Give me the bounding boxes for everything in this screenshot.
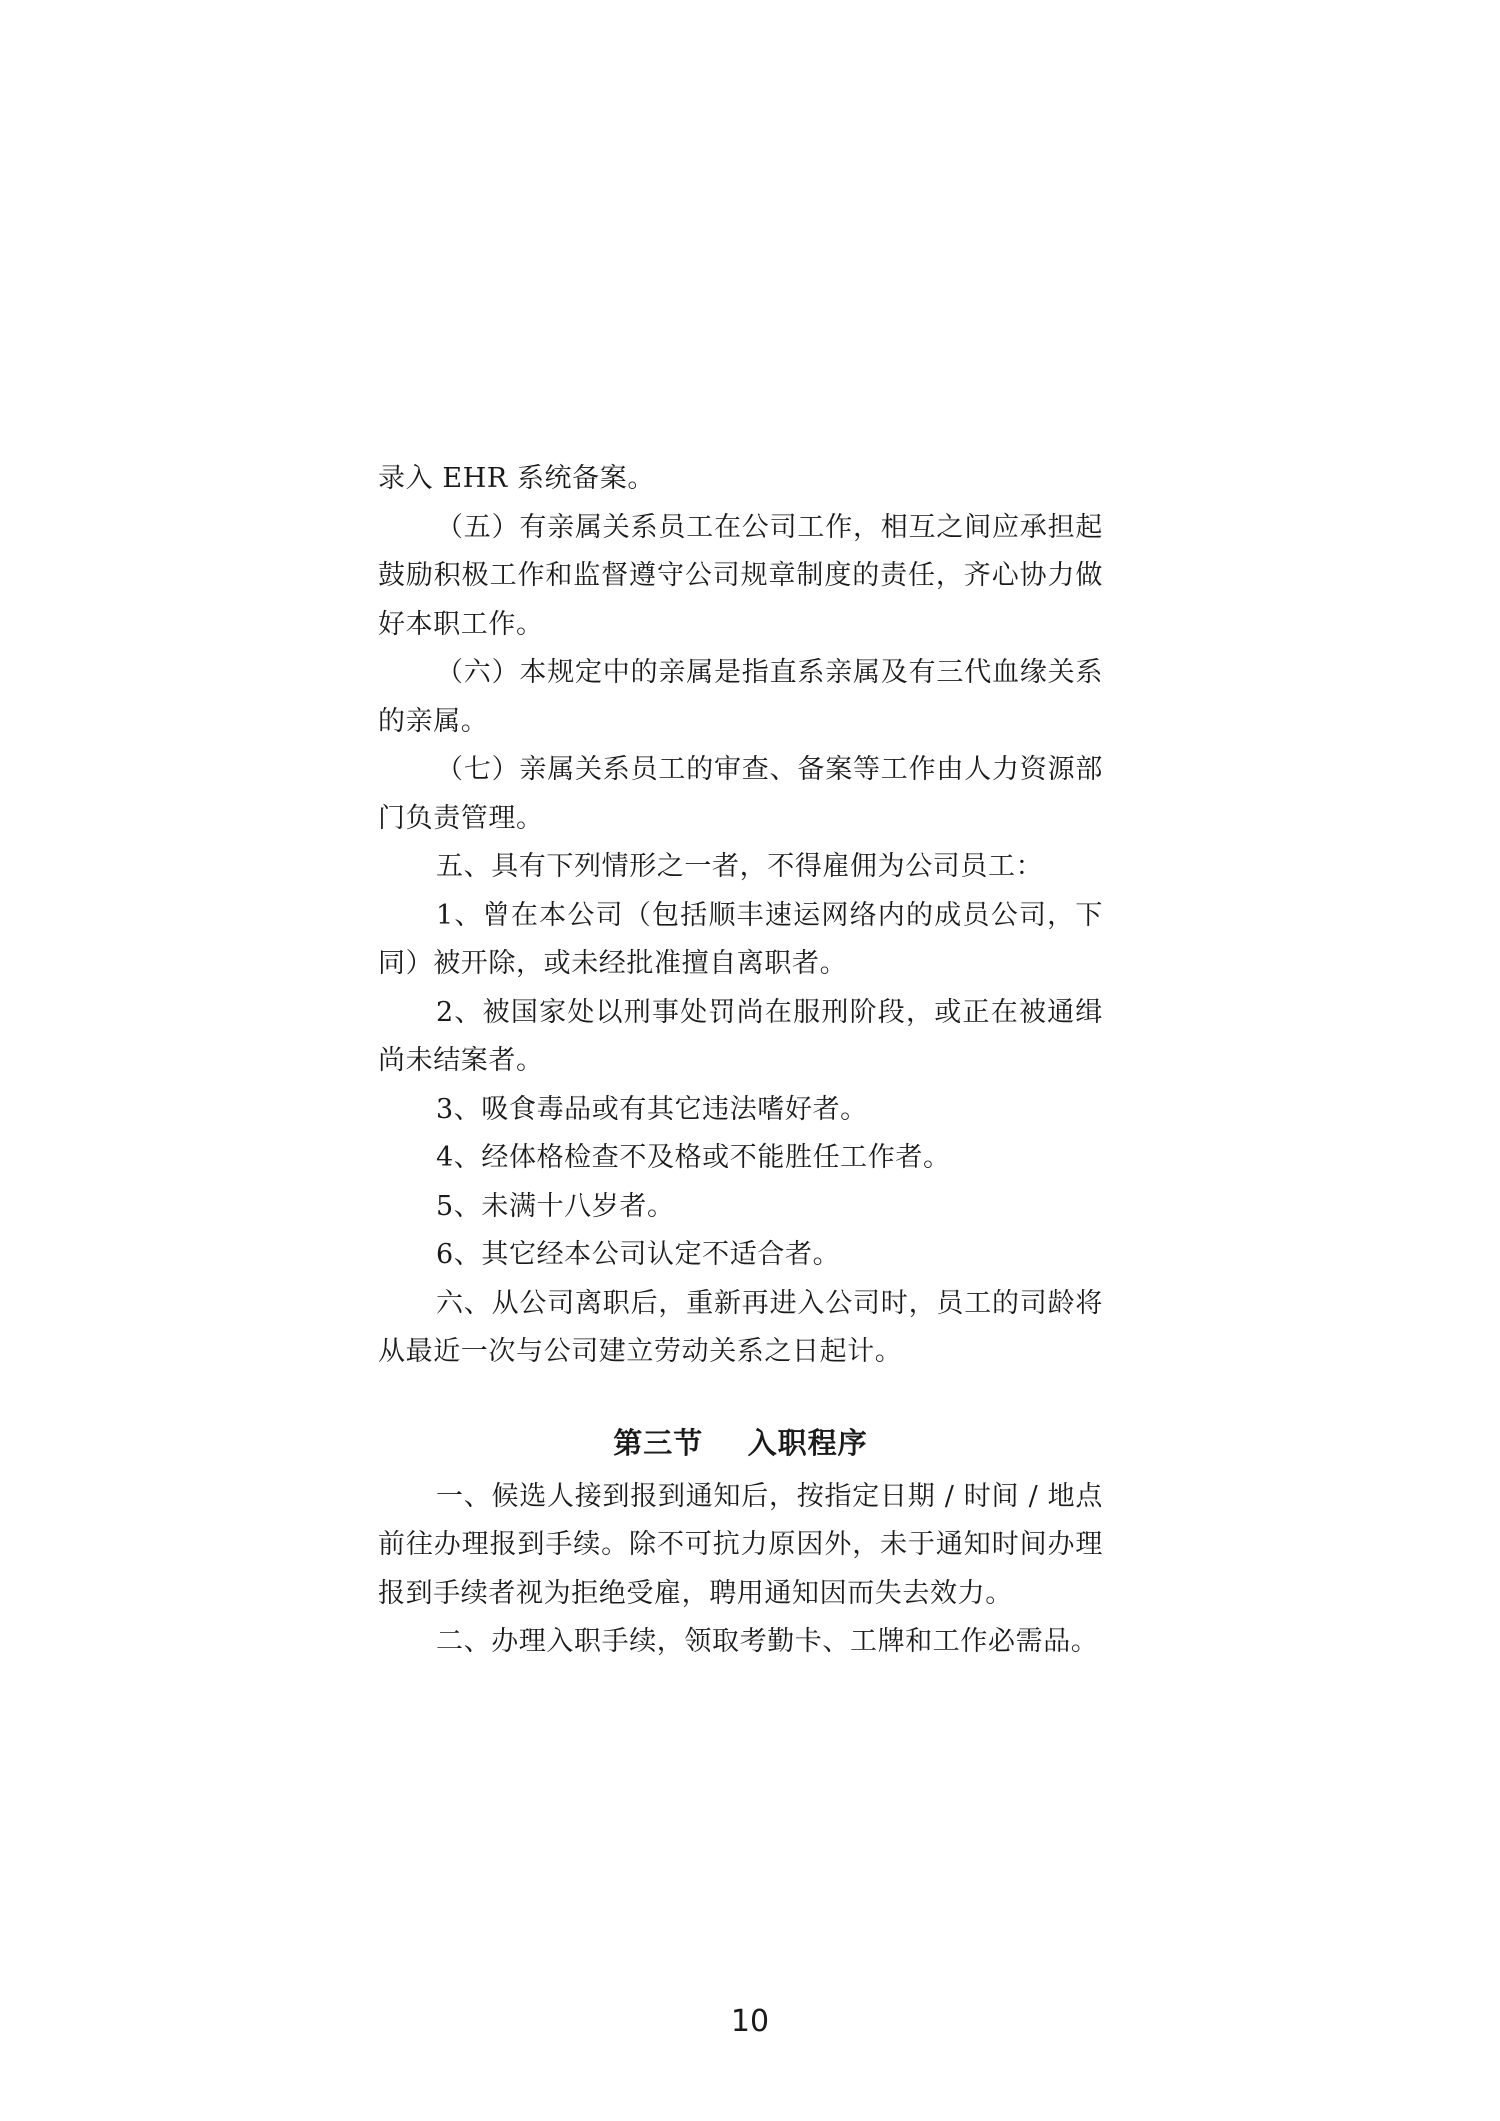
list-item-4: 4、经体格检查不及格或不能胜任工作者。 — [436, 1142, 951, 1173]
paragraph-step-2: 二、办理入职手续，领取考勤卡、工牌和工作必需品。 — [436, 1626, 1099, 1657]
section-heading: 第三节 入职程序 — [613, 1425, 868, 1460]
list-item-5: 5、未满十八岁者。 — [436, 1190, 675, 1222]
list-item-2: 2、被国家处以刑事处罚尚在服刑阶段，或正在被通缉尚未结案者。 — [378, 996, 1103, 1076]
list-item-1: 1、曾在本公司（包括顺丰速运网络内的成员公司，下同）被开除，或未经批准擅自离职者。 — [378, 899, 1103, 979]
page-number: 10 — [730, 2004, 770, 2039]
paragraph-clause-5: （五）有亲属关系员工在公司工作，相互之间应承担起鼓励积极工作和监督遵守公司规章制度的责任，齐心协力做好本职工作。 — [378, 511, 1103, 640]
paragraph-step-1: 一、候选人接到报到通知后，按指定日期 / 时间 / 地点前往办理报到手续。除不可抗力原因外，未于通知时间办理报到手续者视为拒绝受雇，聘用通知因而失去效力。 — [378, 1480, 1103, 1609]
list-item-3: 3、吸食毒品或有其它违法嗜好者。 — [436, 1093, 868, 1125]
paragraph-clause-7: （七）亲属关系员工的审查、备案等工作由人力资源部门负责管理。 — [378, 754, 1103, 834]
paragraph-continuation: 录入 EHR 系统备案。 — [378, 463, 655, 494]
page-body — [378, 455, 1103, 1667]
list-item-6: 6、其它经本公司认定不适合者。 — [436, 1239, 841, 1270]
paragraph-section-6: 六、从公司离职后，重新再进入公司时，员工的司龄将从最近一次与公司建立劳动关系之日起计。 — [378, 1287, 1103, 1367]
paragraph-clause-6: （六）本规定中的亲属是指直系亲属及有三代血缘关系的亲属。 — [378, 657, 1103, 737]
paragraph-section-5-heading: 五、具有下列情形之一者，不得雇佣为公司员工： — [436, 851, 1044, 882]
